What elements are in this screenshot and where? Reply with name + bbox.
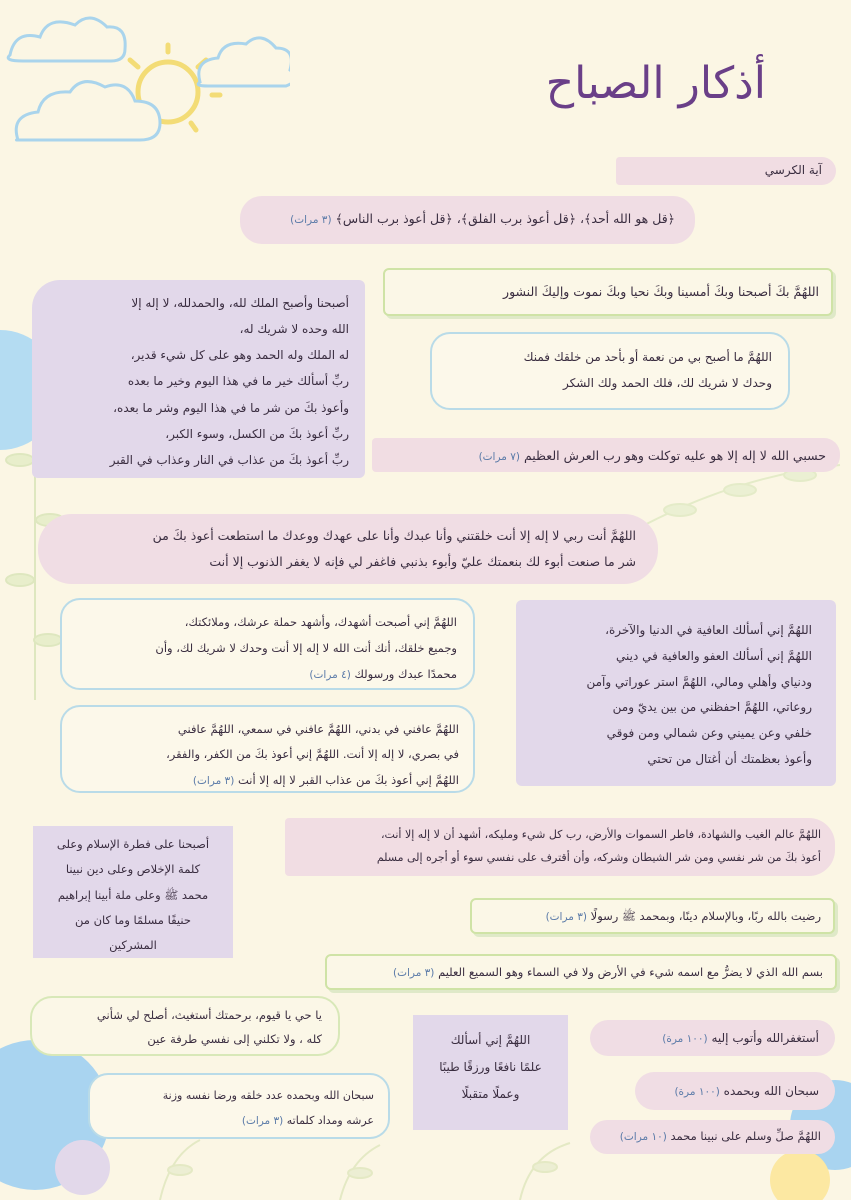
fitrah-block: أصبحنا على فطرة الإسلام وعلى كلمة الإخلاص وعلى دين نبينا محمد ﷺ وعلى ملة أبينا إبراهيم حنيفًا مسلمًا وما كان من المشركين bbox=[33, 826, 233, 958]
sky-decoration bbox=[0, 0, 290, 165]
repeat-count: (٣ مرات) bbox=[192, 774, 235, 787]
leaves-decoration bbox=[140, 1135, 640, 1200]
subhan-adad-item: سبحان الله وبحمده عدد خلقه ورضا نفسه وزنة عرشه ومداد كلماته (٣ مرات) bbox=[88, 1073, 390, 1139]
repeat-count: (٣ مرات) bbox=[241, 1115, 284, 1128]
bubble-decoration bbox=[55, 1140, 110, 1195]
repeat-count: (١٠ مرات) bbox=[619, 1131, 667, 1143]
cloud-icon bbox=[198, 38, 290, 86]
ilman-nafian-block: اللهُمَّ إني أسألك علمًا نافعًا ورزقًا طيبًا وعملًا متقبلًا bbox=[413, 1015, 568, 1130]
hasbiya-allah-item: حسبي الله لا إله إلا هو عليه توكلت وهو رب العرش العظيم (٧ مرات) bbox=[372, 438, 840, 472]
repeat-count: (٧ مرات) bbox=[478, 451, 520, 463]
allahumma-bika-item: اللهُمَّ بكَ أصبحنا وبكَ أمسينا وبكَ نحيا وبكَ نموت وإليكَ النشور bbox=[383, 268, 833, 316]
repeat-count: (٣ مرات) bbox=[290, 214, 332, 226]
ushhiduka-item: اللهُمَّ إني أصبحت أشهدك، وأشهد حملة عرشك، وملائكتك، وجميع خلقك، أنك أنت الله لا إله إلا أنت وحدك لا شريك لك، وأن محمدًا عبدك ورسولك (٤ مرات) bbox=[60, 598, 475, 690]
repeat-count: (١٠٠ مرة) bbox=[674, 1086, 720, 1098]
istighfar-item: أستغفرالله وأتوب إليه (١٠٠ مرة) bbox=[590, 1020, 835, 1056]
asbahna-al-mulk-block: أصبحنا وأصبح الملك لله، والحمدلله، لا إله إلا الله وحده لا شريك له، له الملك وله الحمد وهو على كل شيء قدير، ربِّ أسألك خير ما في هذا اليوم وخير ما بعده وأعوذ بكَ من شر ما في هذا اليوم وشر ما بعده، ربِّ أعوذ بكَ من الكسل، وسوء الكبر، ربِّ أعوذ بكَ من عذاب في النار وعذاب في القبر bbox=[32, 280, 365, 478]
three-quls-item: ﴿قل هو الله أحد﴾، ﴿قل أعوذ برب الفلق﴾، ﴿قل أعوذ برب الناس﴾ (٣ مرات) bbox=[240, 196, 695, 244]
page-title: أذكار الصباح bbox=[545, 58, 766, 109]
ya-hayy-item: يا حي يا قيوم، برحمتك أستغيث، أصلح لي شأني كله ، ولا تكلني إلى نفسي طرفة عين bbox=[30, 996, 340, 1056]
ma-asbaha-bi-item: اللهُمَّ ما أصبح بي من نعمة أو بأحد من خلقك فمنك وحدك لا شريك لك، فلك الحمد ولك الشكر bbox=[430, 332, 790, 410]
afiyah-block: اللهُمَّ إني أسألك العافية في الدنيا والآخرة، اللهُمَّ إني أسألك العفو والعافية في ديني ودنياي وأهلي ومالي، اللهُمَّ استر عوراتي وآمن روعاتي، اللهُمَّ احفظني من بين يديّ ومن خلفي وعن يميني وعن شمالي ومن فوقي وأعوذ بعظمتك أن أغتال من تحتي bbox=[516, 600, 836, 786]
cloud-icon bbox=[8, 18, 125, 61]
sayyid-istighfar-item: اللهُمَّ أنت ربي لا إله إلا أنت خلقتني وأنا عبدك وأنا على عهدك ووعدك ما استطعت أعوذ بكَ من شر ما صنعت أبوء لك بنعمتك عليّ وأبوء بذنبي فاغفر لي فإنه لا يغفر الذنوب إلا أنت bbox=[38, 514, 658, 584]
repeat-count: (١٠٠ مرة) bbox=[662, 1033, 708, 1045]
repeat-count: (٣ مرات) bbox=[545, 911, 587, 923]
subhanallah-item: سبحان الله وبحمده (١٠٠ مرة) bbox=[635, 1072, 835, 1110]
ayat-kursi-label: آية الكرسي bbox=[616, 157, 836, 185]
repeat-count: (٣ مرات) bbox=[393, 967, 435, 979]
bismillah-item: بسم الله الذي لا يضرُّ مع اسمه شيء في الأرض ولا في السماء وهو السميع العليم (٣ مرات) bbox=[325, 954, 837, 990]
repeat-count: (٤ مرات) bbox=[309, 668, 351, 681]
salat-ala-nabi-item: اللهُمَّ صلِّ وسلم على نبينا محمد (١٠ مرات) bbox=[590, 1120, 835, 1154]
raditu-billah-item: رضيت بالله ربًا، وبالإسلام دينًا، وبمحمد ﷺ رسولًا (٣ مرات) bbox=[470, 898, 835, 934]
alim-ghayb-item: اللهُمَّ عالم الغيب والشهادة، فاطر السموات والأرض، رب كل شيء ومليكه، أشهد أن لا إله إلا أنت، أعوذ بكَ من شر نفسي ومن شر الشيطان وشركه، وأن أقترف على نفسي سوء أو أجره إلى مسلم bbox=[285, 818, 835, 876]
afini-item: اللهُمَّ عافني في بدني، اللهُمَّ عافني في سمعي، اللهُمَّ عافني في بصري، لا إله إلا أنت. اللهُمَّ إني أعوذ بكَ من الكفر، والفقر، اللهُمَّ إني أعوذ بكَ من عذاب القبر لا إله إلا أنت (٣ مرات) bbox=[60, 705, 475, 793]
